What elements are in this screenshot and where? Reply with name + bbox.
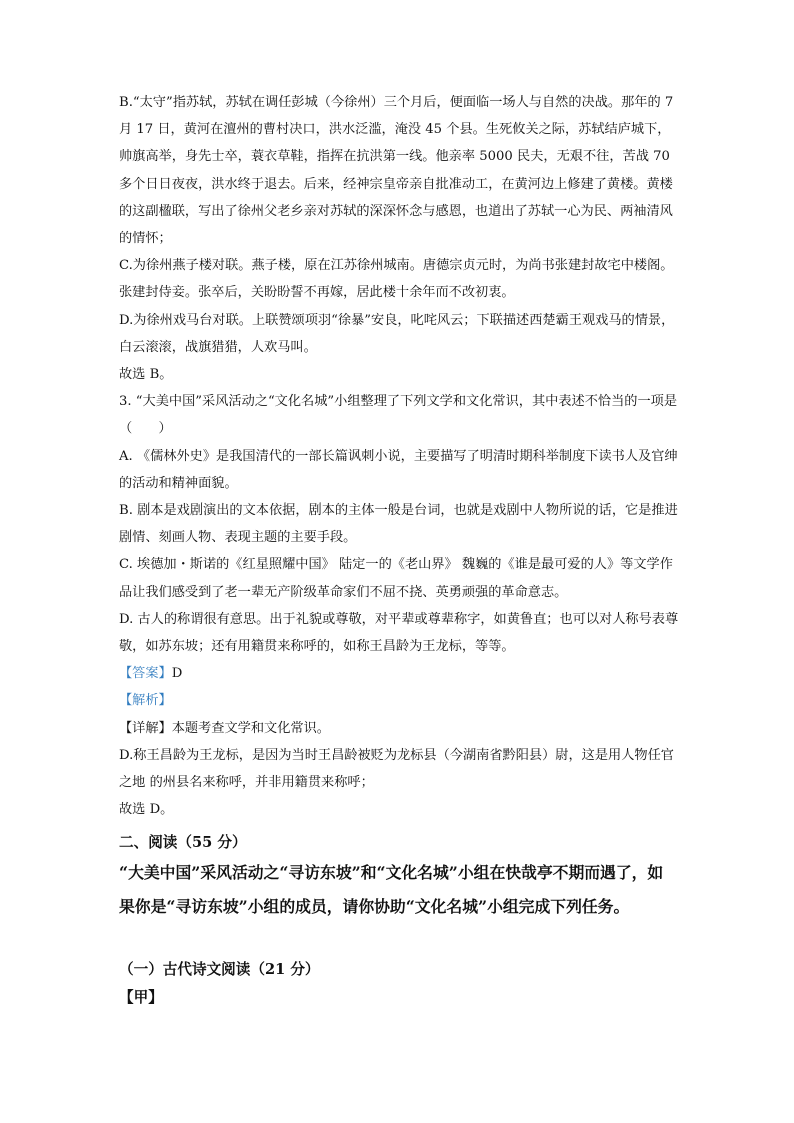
detail-label: 【详解】 <box>119 720 172 736</box>
detail-paragraph: D.称王昌龄为王龙标，是因为当时王昌龄被贬为龙标县（今湖南省黔阳县）尉，这是用人物任官之地 的州县名来称呼，并非用籍贯来称呼； <box>119 747 674 791</box>
paragraph-choice-b: 故选 B。 <box>119 367 173 383</box>
section-title: 二、阅读（55 分） <box>119 834 247 851</box>
paragraph-option-b-explanation: B.“太守”指苏轼，苏轼在调任彭城（今徐州）三个月后，便面临一场人与自然的决战。那年的 7 月 17 日，黄河在澶州的曹村决口，洪水泛滥，淹没 45 个县。生死攸关之际，苏轼结庐城下，帅旗高举，身先士卒，蓑衣草鞋，指挥在抗洪第一线。他亲率 5000 民夫，无艰不往，苦战 70 多个日日夜夜，洪水终于退去。后来，经神宗皇帝亲自批准动工，在黄河边上修建了黄楼。黄楼的这副楹联，写出了徐州父老乡亲对苏轼的深深怀念与感恩，也道出了苏轼一心为民、两袖清风的情怀； <box>119 95 674 247</box>
jia-label: 【甲】 <box>119 989 163 1006</box>
detail-text: 本题考查文学和文化常识。 <box>171 720 330 736</box>
detail-line <box>119 715 679 742</box>
question-3-option-d: D. 古人的称谓很有意思。出于礼貌或尊敬，对平辈或尊辈称字，如黄鲁直；也可以对人称号表尊敬，如苏东坡；还有用籍贯来称呼的，如称王昌龄为王龙标，等等。 <box>119 611 679 655</box>
reading-intro: “大美中国”采风活动之“寻访东坡”和“文化名城”小组在快哉亭不期而遇了，如果你是“寻访东坡”小组的成员，请你协助“文化名城”小组完成下列任务。 <box>119 863 664 916</box>
conclusion: 故选 D。 <box>119 802 174 818</box>
answer-label: 【答案】 <box>119 666 172 682</box>
sub-section-title: （一）古代诗文阅读（21 分） <box>119 961 320 978</box>
question-3-stem: 3. “大美中国”采风活动之“文化名城”小组整理了下列文学和文化常识，其中表述不恰当的一项是（ ） <box>119 394 678 437</box>
paragraph-option-d-explanation: D.为徐州戏马台对联。上联赞颂项羽“徐暴”安良，叱咤风云；下联描述西楚霸王观戏马的情景，白云滚滚，战旗猎猎，人欢马叫。 <box>119 312 675 355</box>
question-body <box>119 89 679 823</box>
question-3-option-a: A. 《儒林外史》是我国清代的一部长篇讽刺小说，主要描写了明清时期科举制度下读书人及官绅的活动和精神面貌。 <box>119 448 678 491</box>
analysis-label: 【解析】 <box>119 693 172 709</box>
analysis-line <box>119 687 679 714</box>
answer-value: D <box>171 666 183 682</box>
question-3-option-b: B. 剧本是戏剧演出的文本依据，剧本的主体一般是台词，也就是戏剧中人物所说的话，它是推进剧情、刻画人物、表现主题的主要手段。 <box>119 503 678 546</box>
answer-line <box>119 660 679 687</box>
paragraph-option-c-explanation: C.为徐州燕子楼对联。燕子楼，原在江苏徐州城南。唐德宗贞元时，为尚书张建封故宅中楼阁。张建封侍妾。张卒后，关盼盼誓不再嫁，居此楼十余年而不改初衷。 <box>119 258 674 301</box>
question-3-option-c: C. 埃德加・斯诺的《红星照耀中国》 陆定一的《老山界》 魏巍的《谁是最可爱的人》等文学作品让我们感受到了老一辈无产阶级革命家们不屈不挠、英勇顽强的革命意志。 <box>119 557 673 600</box>
